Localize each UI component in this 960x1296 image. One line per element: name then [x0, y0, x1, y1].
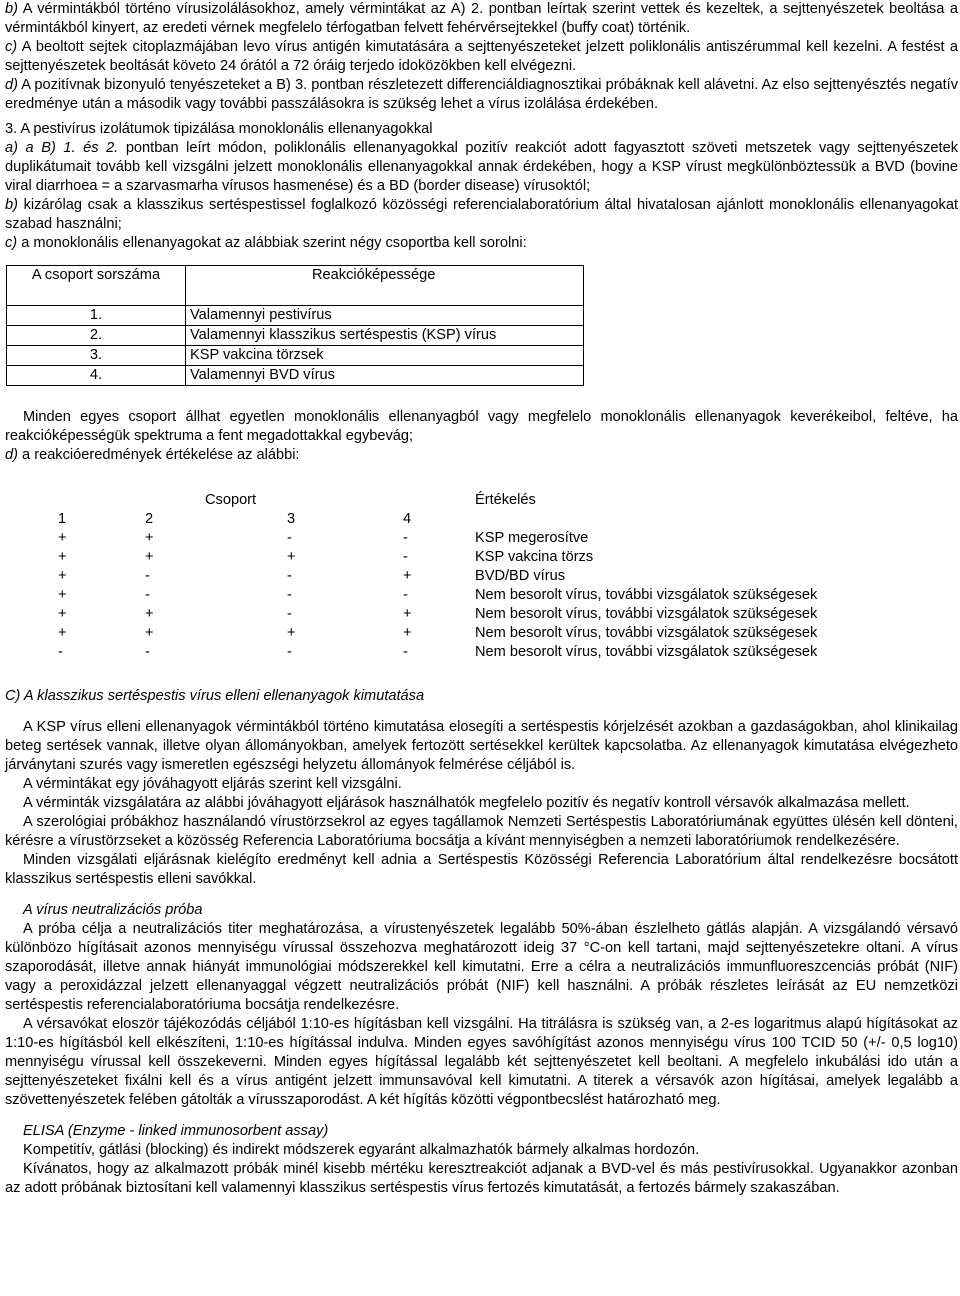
item-text: A beoltott sejtek citoplazmájában levo vírus antigén kimutatására a sejttenyészeteket jelzett poliklonális antiszérummal kell kezelni. A festést a sejttenyészetek beoltását követo 24 órától a 72 óráig terjedo idoközökben kell elvégezni.: [5, 39, 958, 74]
eval-result: Nem besorolt vírus, további vizsgálatok szükségesek: [475, 606, 818, 622]
neutral-p1: A próba célja a neutralizációs titer meghatározása, a vírustenyészetek legalább 50%-ában észlelheto gátlás alapján. A vizsgálandó vérsavó különbözo hígításait azonos mennyiségu vírussal összehozva meghatározott ideig 37 °C-on kell tartani, majd sejttenyészetekre oltani. A vírus szaporodását, illetve annak hiányát immunológiai módszerekkel kell kimutatni. Erre a célra a neutralizációs immunfluoreszcenciás próbát (NIF) vagy a peroxidázzal jelzett ellenanyaggal végzett neutralizációs próbát (NIF) kell használni. A próbák részletes leírását az EU nemzetközi sertéspestis referencialaboratóriuma bocsátja rendelkezésre.: [5, 921, 958, 1013]
neutral-heading: A vírus neutralizációs próba: [23, 902, 203, 918]
item-text: a reakcióeredmények értékelése az alábbi:: [22, 447, 300, 463]
header-reactivity: Reakcióképessége: [186, 266, 584, 306]
section-c-p4: A szerológiai próbákhoz használandó vírustörzsekrol az egyes tagállamok Nemzeti Sertéspestis Laboratóriumának együttes ülésén kell dönteni, kérésre a vírustörzseket a közösség Referencia Laboratóriuma bocsátja a kívánt mennyiségben a nemzeti laboratóriumok rendelkezésére.: [5, 814, 958, 849]
section-c-p5: Minden vizsgálati eljárásnak kielégíto eredményt kell adnia a Sertéspestis Közösségi Referencia Laboratórium által rendelkezésre bocsátott klasszikus sertéspestis elleni savókkal.: [5, 852, 958, 887]
after-table-text: Minden egyes csoport állhat egyetlen monoklonális ellenanyagból vagy megfelelo monoklonális ellenanyagok keverékeibol, feltéve, ha reakcióképességük spektruma a fent megadottakkal egybevág;: [5, 409, 958, 444]
group-reactivity: KSP vakcina törzsek: [186, 346, 584, 366]
reaction-sign: +: [58, 587, 67, 603]
reaction-sign: +: [145, 625, 154, 641]
group-col-1: 1: [58, 511, 67, 527]
elisa-p1: Kompetitív, gátlási (blocking) és indirekt módszerek egyaránt alkalmazhatók bármely alkalmas hordozón.: [23, 1142, 700, 1158]
section-c-heading: C) A klasszikus sertéspestis vírus elleni ellenanyagok kimutatása: [5, 688, 425, 704]
reaction-sign: +: [403, 606, 412, 622]
group-reactivity: Valamennyi BVD vírus: [186, 366, 584, 386]
section-c-p3: A vérminták vizsgálatára az alábbi jóváhagyott eljárások használhatók megfelelo pozitív és negatív kontroll vérsavók alkalmazása mellett.: [23, 795, 910, 811]
reaction-sign: +: [403, 625, 412, 641]
group-number: 3.: [7, 346, 186, 366]
reaction-sign: -: [403, 549, 408, 565]
table-row: [7, 366, 584, 386]
eval-row: [5, 643, 958, 662]
section3-b: [5, 196, 958, 234]
reaction-sign: +: [58, 606, 67, 622]
eval-result: BVD/BD vírus: [475, 568, 566, 584]
group-number: 1.: [7, 306, 186, 326]
group-col-3: 3: [287, 511, 296, 527]
eval-row: [5, 567, 958, 586]
reaction-sign: +: [145, 530, 154, 546]
item-lead: d): [5, 447, 18, 463]
reaction-sign: -: [287, 587, 292, 603]
reaction-sign: +: [145, 606, 154, 622]
paragraph-d-eval: [5, 446, 958, 465]
eval-group-numbers: [5, 510, 958, 529]
neutral-p2: A vérsavókat eloször tájékozódás céljából 1:10-es hígításban kell vizsgálni. Ha titrálásra is szükség van, a 2-es logaritmus alapú hígításokat az 1:10-es hígításból kell elkészíteni, 1:10-es hígítással indulva. Minden egyes savóhígítást azonos mennyiségu vírus 100 TCID 50 (+/- 0,5 log10) mennyiségu vírussal kell összekeverni. Minden egyes hígítással legalább két sejttenyészetet kell beoltani. A megfelelo inkubálási ido után a sejttenyészeteket fixálni kell és a vírus antigént jelzett immunsavóval kell kimutatni. A titerek a vérsavók azon hígításai, amelyek legalább a szövettenyészetek felében gátolták a vírusszaporodást. A két hígítás közötti végpontbecslést határozható meg.: [5, 1016, 958, 1108]
section3-c: [5, 234, 958, 253]
eval-header-row: [5, 491, 958, 510]
reaction-sign: +: [145, 549, 154, 565]
eval-header-result: Értékelés: [475, 492, 536, 508]
group-col-2: 2: [145, 511, 154, 527]
eval-row: [5, 586, 958, 605]
group-table: [6, 265, 584, 386]
item-lead: d): [5, 77, 18, 93]
reaction-sign: +: [58, 530, 67, 546]
paragraph-c: [5, 38, 958, 76]
elisa-heading: ELISA (Enzyme - linked immunosorbent assay): [23, 1123, 329, 1139]
reaction-sign: -: [403, 644, 408, 660]
reaction-sign: +: [287, 549, 296, 565]
item-lead: b): [5, 1, 18, 17]
eval-result: Nem besorolt vírus, további vizsgálatok szükségesek: [475, 587, 818, 603]
table-row: [7, 306, 584, 326]
evaluation-table: [5, 491, 958, 660]
eval-result: Nem besorolt vírus, további vizsgálatok szükségesek: [475, 625, 818, 641]
reaction-sign: +: [58, 549, 67, 565]
section3-a: [5, 139, 958, 196]
group-reactivity: Valamennyi klasszikus sertéspestis (KSP) vírus: [186, 326, 584, 346]
document-page: [5, 0, 958, 1198]
eval-row: [5, 605, 958, 624]
item-text: kizárólag csak a klasszikus sertéspestissel foglalkozó közösségi referencialaboratórium által hivatalosan ajánlott monoklonális ellenanyagokat szabad használni;: [5, 197, 958, 232]
reaction-sign: -: [403, 530, 408, 546]
item-lead: a) a B) 1. és 2.: [5, 140, 119, 156]
eval-row: [5, 624, 958, 643]
item-lead: b): [5, 197, 18, 213]
section-c-p1: A KSP vírus elleni ellenanyagok vérmintákból történo kimutatása elosegíti a sertéspestis kórjelzését azokban a gazdaságokban, ahol klinikailag beteg sertések vannak, illetve olyan állományokban, amelyek fertozött sertésekkel kerültek kapcsolatba. Az ellenanyagok kimutatása elvégezheto járványtani szurés vagy ismeretlen egészségi helyzetu állományok felmérése céljából is.: [5, 719, 958, 773]
paragraph-b: [5, 0, 958, 38]
reaction-sign: -: [145, 644, 150, 660]
eval-result: Nem besorolt vírus, további vizsgálatok szükségesek: [475, 644, 818, 660]
reaction-sign: -: [287, 530, 292, 546]
elisa-p2: Kívánatos, hogy az alkalmazott próbák minél kisebb mértéku keresztreakciót adjanak a BVD-vel és más pestivírusokkal. Ugyanakkor azonban az adott próbának biztosítani kell valamennyi klasszikus sertéspestis vírus fertozés kimutatását, a fertozés bármely szakaszában.: [5, 1161, 958, 1196]
item-text: a monoklonális ellenanyagokat az alábbiak szerint négy csoportba kell sorolni:: [21, 235, 527, 251]
reaction-sign: +: [58, 568, 67, 584]
item-lead: c): [5, 235, 18, 251]
eval-row: [5, 548, 958, 567]
header-group-number: A csoport sorszáma: [7, 266, 186, 306]
eval-row: [5, 529, 958, 548]
section-c-p2: A vérmintákat egy jóváhagyott eljárás szerint kell vizsgálni.: [23, 776, 402, 792]
eval-result: KSP vakcina törzs: [475, 549, 594, 565]
reaction-sign: +: [58, 625, 67, 641]
paragraph-d: [5, 76, 958, 114]
table-row: [7, 326, 584, 346]
reaction-sign: -: [287, 644, 292, 660]
group-number: 2.: [7, 326, 186, 346]
item-text: A pozitívnak bizonyuló tenyészeteket a B) 3. pontban részletezett differenciáldiagnosztikai próbáknak kell alávetni. Az elso sejttenyésztés negatív eredménye után a második vagy további passzálásokra is szükség lehet a vírus izolálása érdekében.: [5, 77, 959, 112]
item-text: A vérmintákból történo vírusizolálásokhoz, amely vérmintákat az A) 2. pontban leírtak szerint vettek és kezeltek, a sejttenyészetek beoltása a vérmintákból kinyert, az eredeti vérnek megfelelo térfogatban felvett fehérvérsejtekkel (buffy coat) történik.: [5, 1, 959, 36]
reaction-sign: -: [145, 587, 150, 603]
group-col-4: 4: [403, 511, 412, 527]
reaction-sign: -: [403, 587, 408, 603]
item-lead: c): [5, 39, 18, 55]
eval-header-group: Csoport: [205, 492, 257, 508]
group-number: 4.: [7, 366, 186, 386]
reaction-sign: -: [145, 568, 150, 584]
item-text: pontban leírt módon, poliklonális ellenanyagokkal pozitív reakciót adott fagyasztott szöveti metszetek vagy sejttenyészetek duplikátumait tovább kell vizsgálni jelzett monoklonális ellenanyagokkal annak érdekében, hogy a KSP vírust megkülönböztessük a BVD (bovine viral diarrhoea = a szarvasmarha vírusos hasmenése) és a BD (border disease) vírusoktól;: [5, 140, 958, 194]
reaction-sign: -: [287, 568, 292, 584]
reaction-sign: -: [287, 606, 292, 622]
section3-heading: 3. A pestivírus izolátumok tipizálása monoklonális ellenanyagokkal: [5, 121, 433, 137]
table-header-row: [7, 266, 584, 306]
table-row: [7, 346, 584, 366]
reaction-sign: +: [287, 625, 296, 641]
reaction-sign: -: [58, 644, 63, 660]
reaction-sign: +: [403, 568, 412, 584]
eval-result: KSP megerosítve: [475, 530, 589, 546]
group-reactivity: Valamennyi pestivírus: [186, 306, 584, 326]
